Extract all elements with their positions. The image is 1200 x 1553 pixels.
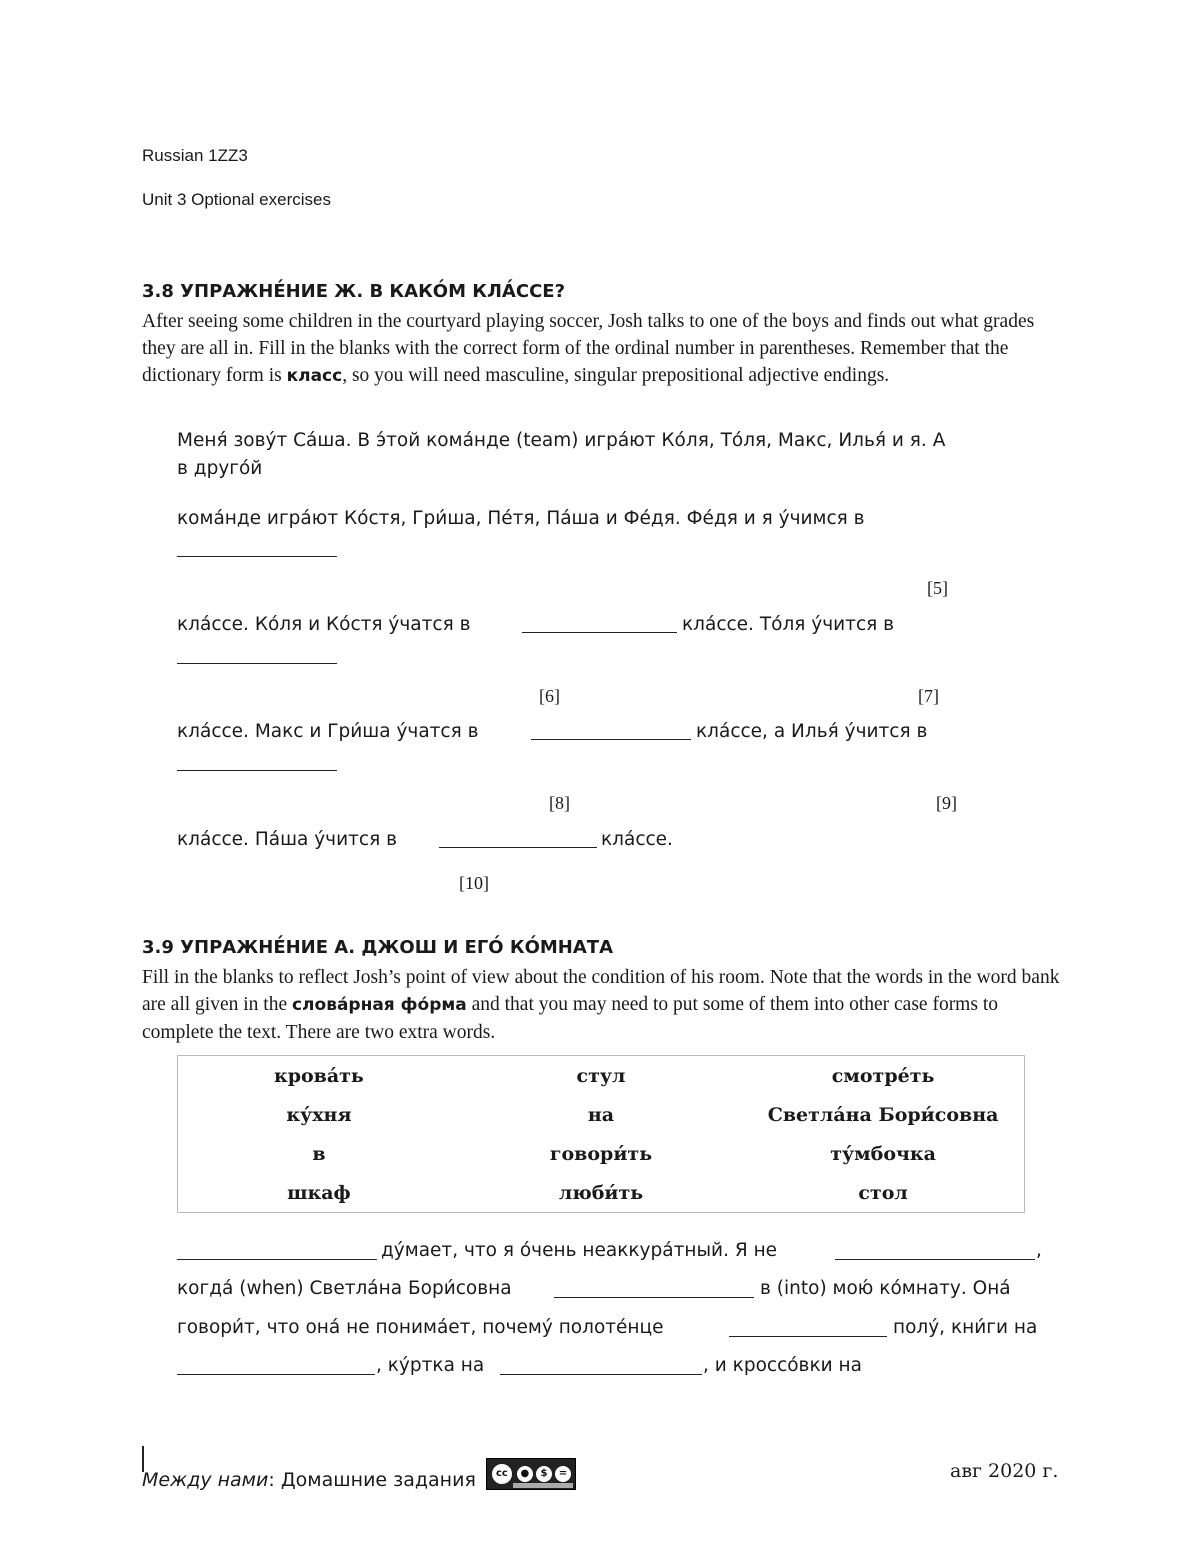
- exercise-3-8-heading: 3.8 УПРАЖНЕ́НИЕ Ж. В КАКО́М КЛА́ССЕ?: [142, 281, 566, 302]
- answer-blank-a5[interactable]: [177, 1356, 375, 1375]
- answer-blank-a3[interactable]: [554, 1279, 754, 1298]
- answer-blank-7[interactable]: [177, 645, 337, 664]
- word-bank-item: стул: [576, 1064, 626, 1087]
- blank-number-6: [6]: [539, 686, 560, 706]
- word-bank-item: стол: [858, 1181, 908, 1204]
- license-strip: [513, 1483, 573, 1488]
- answer-blank-a2[interactable]: [835, 1241, 1035, 1260]
- blank-number-10: [10]: [459, 873, 489, 893]
- word-bank-item: люби́ть: [558, 1181, 644, 1204]
- word-bank-item: смотре́ть: [831, 1064, 935, 1087]
- story-line-2a: когда́ (when) Светла́на Бори́совна: [177, 1278, 512, 1299]
- word-bank-row: [178, 1056, 1025, 1096]
- story-line-4a: , ку́ртка на: [376, 1355, 485, 1376]
- text-line-4a: кла́ссе. Ко́ля и Ко́стя у́чатся в: [177, 614, 471, 635]
- nd-icon: =: [553, 1464, 573, 1484]
- word-bank-row: [178, 1173, 1025, 1213]
- cc-license-badge: [486, 1458, 576, 1490]
- dictionary-form-word: класс: [286, 366, 343, 386]
- word-bank-item: говори́ть: [549, 1142, 653, 1165]
- answer-blank-9[interactable]: [177, 752, 337, 771]
- word-bank: [177, 1055, 1025, 1213]
- story-line-3b: полу́, кни́ги на: [893, 1317, 1038, 1338]
- text-line-6a: кла́ссе. Па́ша у́чится в: [177, 829, 397, 850]
- blank-number-7: [7]: [918, 686, 939, 706]
- word-bank-item: шкаф: [287, 1181, 351, 1204]
- word-bank-row: [178, 1134, 1025, 1173]
- cc-icon: cc: [490, 1462, 514, 1486]
- by-icon: ●: [515, 1464, 535, 1484]
- answer-blank-a6[interactable]: [500, 1356, 702, 1375]
- footer-title-rest: : Домашние задания: [268, 1469, 476, 1491]
- unit-title: Unit 3 Optional exercises: [142, 190, 331, 209]
- answer-blank-a4[interactable]: [729, 1318, 887, 1337]
- story-line-1: ду́мает, что я о́чень неаккура́тный. Я не: [381, 1240, 778, 1261]
- text-line-2: в друго́й: [177, 458, 263, 479]
- story-line-4b: , и кроссо́вки на: [703, 1355, 862, 1376]
- word-bank-item: ку́хня: [286, 1103, 352, 1126]
- nc-icon: $: [534, 1464, 554, 1484]
- word-bank-item: на: [587, 1103, 615, 1126]
- answer-blank-6[interactable]: [522, 614, 677, 633]
- word-bank-item: ту́мбочка: [830, 1142, 936, 1165]
- answer-blank-a1[interactable]: [177, 1241, 377, 1260]
- text-line-3: кома́нде игра́ют Ко́стя, Гри́ша, Пе́тя, Па́ша и Фе́дя. Фе́дя и я у́чимся в: [177, 508, 865, 529]
- dictionary-form-phrase: слова́рная фо́рма: [291, 995, 467, 1015]
- story-line-3a: говори́т, что она́ не понима́ет, почему́ полоте́нце: [177, 1317, 664, 1338]
- word-bank-item: крова́ть: [273, 1064, 364, 1087]
- answer-blank-10[interactable]: [439, 829, 597, 848]
- footer-title-italic: Между нами: [142, 1469, 269, 1491]
- exercise-3-9-heading: 3.9 УПРАЖНЕ́НИЕ А. ДЖОШ И ЕГО́ КО́МНАТА: [142, 937, 614, 958]
- blank-number-5: [5]: [927, 578, 948, 598]
- text-line-5b: кла́ссе, а Илья́ у́чится в: [696, 721, 928, 742]
- answer-blank-8[interactable]: [531, 721, 691, 740]
- blank-number-8: [8]: [549, 793, 570, 813]
- story-line-2b: в (into) мою́ ко́мнату. Она́: [760, 1278, 1011, 1299]
- footer-date: авг 2020 г.: [950, 1460, 1059, 1482]
- text-line-4b: кла́ссе. То́ля у́чится в: [682, 614, 895, 635]
- text-line-1: Меня́ зову́т Са́ша. В э́той кома́нде (team) игра́ют Ко́ля, То́ля, Макс, Илья́ и я. А: [177, 430, 946, 451]
- course-name: Russian 1ZZ3: [142, 146, 248, 165]
- text-line-5a: кла́ссе. Макс и Гри́ша у́чатся в: [177, 721, 479, 742]
- word-bank-item: в: [312, 1142, 326, 1165]
- text-line-6b: кла́ссе.: [601, 829, 673, 850]
- footer-title: [142, 1458, 576, 1491]
- exercise-3-9-instructions: Fill in the blanks to reflect Josh’s point of view about the condition of his room. Note that the words in the word bank are all given in the слова́рная фо́рма and that you may need to put some of them into other case forms to complete the text. There are two extra words.: [142, 967, 1060, 1043]
- answer-blank-5[interactable]: [177, 538, 337, 557]
- word-bank-row: [178, 1095, 1025, 1134]
- word-bank-item: Светла́на Бори́совна: [767, 1103, 999, 1126]
- story-line-1-end: ,: [1036, 1240, 1042, 1261]
- blank-number-9: [9]: [936, 793, 957, 813]
- exercise-3-8-instructions: After seeing some children in the courtyard playing soccer, Josh talks to one of the boys and finds out what grades they are all in. Fill in the blanks with the correct form of the ordinal number in parentheses. Remember that the dictionary form is класс, so you will need masculine, singular prepositional adjective endings.: [142, 311, 1035, 386]
